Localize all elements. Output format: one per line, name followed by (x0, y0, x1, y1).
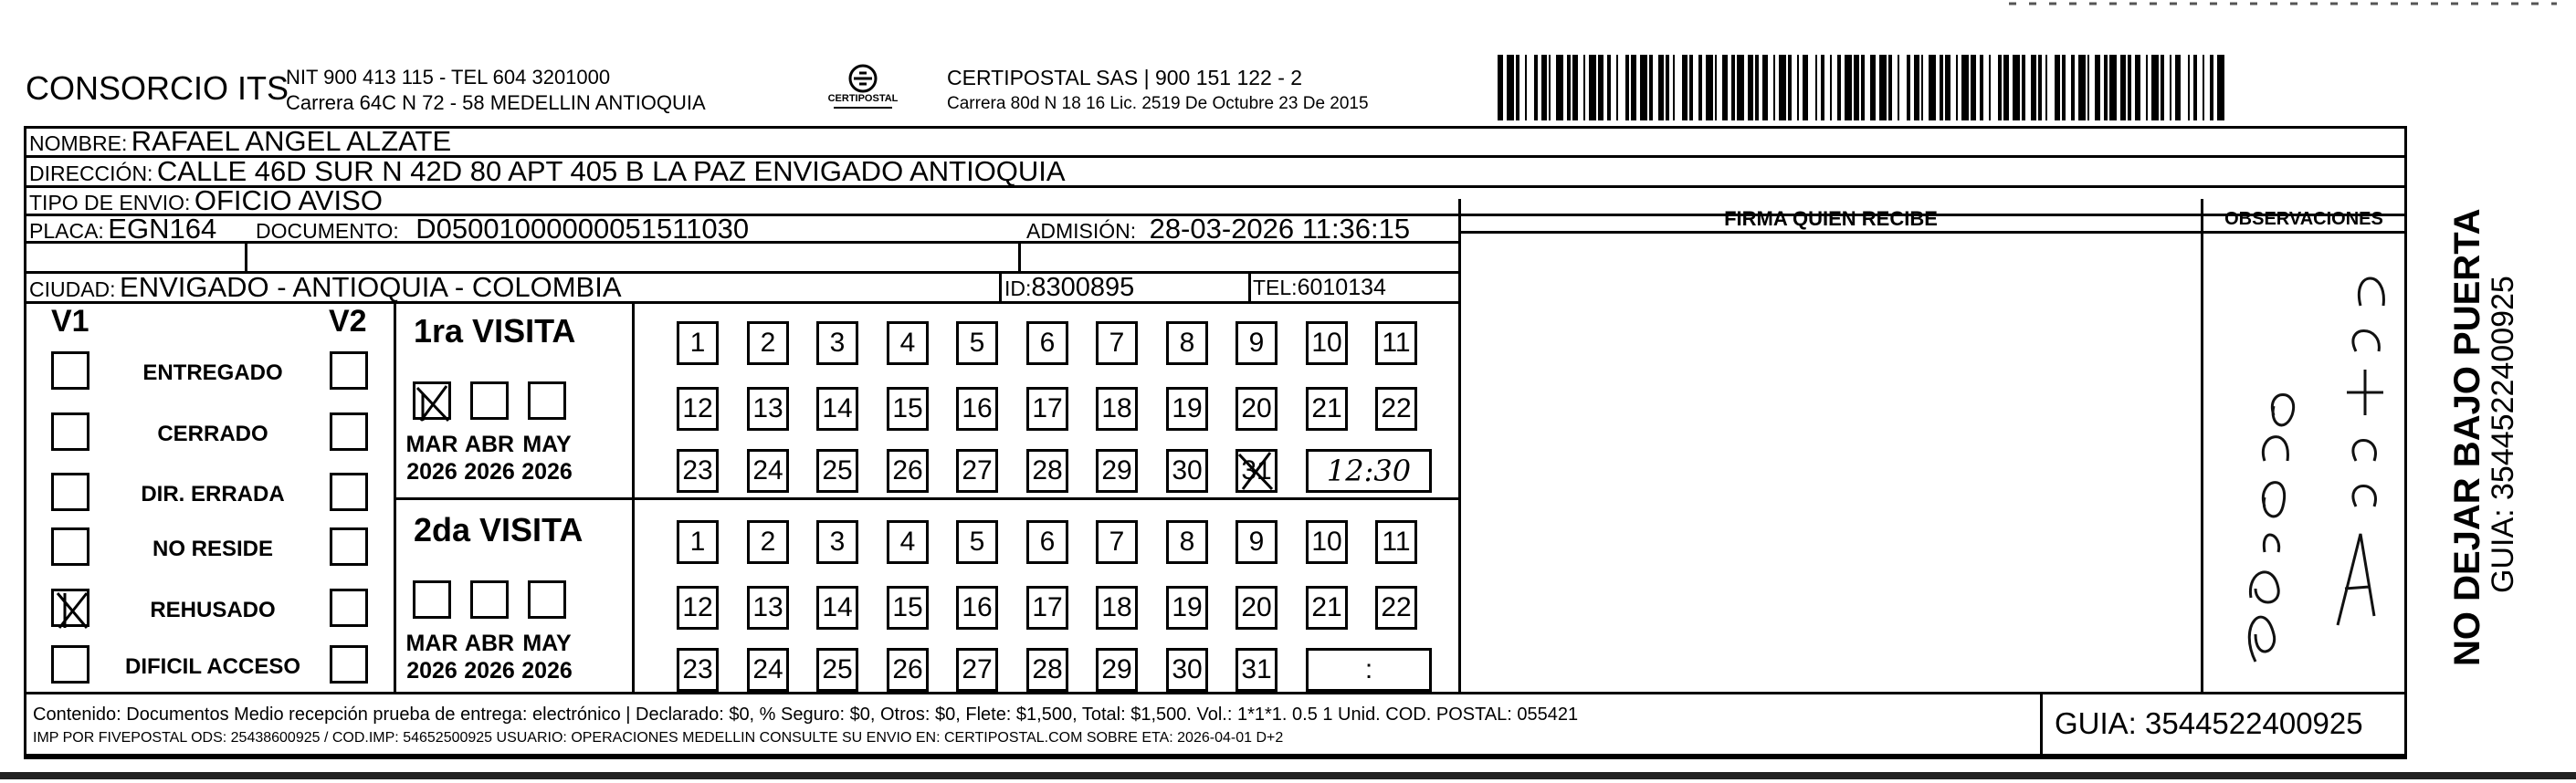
year-label: 2026 (464, 459, 515, 485)
v1-checkbox[interactable] (51, 527, 89, 566)
status-option-label: ENTREGADO (142, 360, 283, 385)
day-number: 17 (1032, 393, 1063, 423)
company-name: CONSORCIO ITS (26, 69, 289, 107)
v2-checkbox[interactable] (330, 527, 368, 566)
day-number: 22 (1381, 592, 1412, 622)
v2-checkbox[interactable] (330, 645, 368, 684)
v1-checkbox-checked[interactable] (51, 589, 89, 627)
month-label: ABR (464, 432, 515, 457)
day-number: 30 (1172, 654, 1203, 684)
day-number: 3 (829, 328, 846, 358)
day-number: 16 (962, 592, 993, 622)
year-label: 2026 (464, 658, 515, 684)
logo-text: CERTIPOSTAL (827, 93, 899, 104)
company-nit: NIT 900 413 115 - TEL 604 3201000 (286, 66, 611, 89)
id-label: ID: (1004, 277, 1032, 300)
day-number: 4 (899, 328, 916, 358)
day-box[interactable] (747, 449, 789, 493)
day-box[interactable] (747, 648, 789, 692)
status-option-label: CERRADO (157, 422, 268, 446)
month-checkbox[interactable] (528, 381, 566, 420)
day-number: 19 (1172, 393, 1203, 423)
placa-cell (29, 213, 217, 245)
month-checkbox[interactable] (528, 580, 566, 619)
footer-guia: GUIA: 3544522400925 (2055, 706, 2363, 740)
day-number: 15 (892, 592, 923, 622)
day-number: 29 (1101, 455, 1132, 485)
month-checkbox-checked[interactable] (413, 381, 451, 420)
day-number: 30 (1172, 455, 1203, 485)
day-box[interactable] (1026, 648, 1068, 692)
side-warning: NO DEJAR BAJO PUERTA (2447, 208, 2487, 666)
day-box[interactable] (816, 648, 858, 692)
placa-value: EGN164 (108, 213, 217, 245)
footer-imp: IMP POR FIVEPOSTAL ODS: 25438600925 / COD.IMP: 54652500925 USUARIO: OPERACIONES MEDELLIN CONSULTE SU ENVIO EN: CERTIPOSTAL.COM SOBRE ETA: 2026-04-01 D+2 (33, 730, 1284, 746)
day-number: 3 (829, 527, 846, 557)
day-number: 6 (1039, 328, 1056, 358)
v1-checkbox[interactable] (51, 473, 89, 511)
day-box[interactable] (816, 520, 858, 564)
day-box[interactable] (1375, 520, 1417, 564)
day-box[interactable] (956, 387, 998, 431)
day-box[interactable] (677, 586, 719, 630)
day-number: 10 (1311, 328, 1342, 358)
day-box[interactable] (1096, 648, 1138, 692)
v1-checkbox[interactable] (51, 645, 89, 684)
day-number: 2 (760, 328, 776, 358)
day-box[interactable] (887, 449, 929, 493)
v1-label: V1 (51, 304, 89, 339)
day-box[interactable] (1306, 321, 1348, 365)
direccion-value: CALLE 46D SUR N 42D 80 APT 405 B LA PAZ ENVIGADO ANTIOQUIA (156, 155, 1066, 187)
day-box[interactable] (1096, 449, 1138, 493)
month-checkbox[interactable] (413, 580, 451, 619)
barcode (1498, 55, 2228, 120)
day-box[interactable] (816, 387, 858, 431)
day-number: 27 (962, 654, 993, 684)
day-number: 12 (682, 592, 713, 622)
day-number: 29 (1101, 654, 1132, 684)
day-box[interactable] (1096, 520, 1138, 564)
day-number: 25 (822, 654, 853, 684)
day-number: 25 (822, 455, 853, 485)
v2-checkbox[interactable] (330, 351, 368, 390)
day-number: 24 (752, 654, 783, 684)
day-box[interactable] (1306, 586, 1348, 630)
day-number: 28 (1032, 654, 1063, 684)
day-number: 31 (1241, 455, 1272, 485)
visit-title: 2da VISITA (414, 511, 584, 548)
day-number: 18 (1101, 592, 1132, 622)
day-number: 22 (1381, 393, 1412, 423)
day-box[interactable] (1235, 648, 1277, 692)
day-box[interactable] (1096, 321, 1138, 365)
courier-address: Carrera 80d N 18 16 Lic. 2519 De Octubre 23 De 2015 (947, 94, 1369, 113)
day-box[interactable] (747, 520, 789, 564)
day-number: 13 (752, 592, 783, 622)
day-number: 14 (822, 393, 853, 423)
day-number: 2 (760, 527, 776, 557)
day-box[interactable] (956, 520, 998, 564)
day-box[interactable] (887, 586, 929, 630)
day-number: 20 (1241, 393, 1272, 423)
day-box[interactable] (1235, 586, 1277, 630)
direccion-label: DIRECCIÓN: (29, 162, 153, 185)
year-label: 2026 (406, 658, 457, 684)
day-cross-mark (1235, 449, 1277, 493)
day-box[interactable] (1026, 586, 1068, 630)
day-box[interactable] (887, 321, 929, 365)
month-label: MAY (522, 432, 572, 457)
time-value: : (1364, 654, 1373, 684)
day-number: 5 (969, 527, 985, 557)
day-box[interactable] (956, 321, 998, 365)
day-number: 31 (1241, 654, 1272, 684)
day-box[interactable] (816, 586, 858, 630)
certipostal-logo (826, 62, 899, 113)
ciudad-value: ENVIGADO - ANTIOQUIA - COLOMBIA (120, 271, 622, 303)
handwritten-note (2228, 233, 2402, 689)
day-box[interactable] (1026, 321, 1068, 365)
v2-checkbox[interactable] (330, 589, 368, 627)
day-number: 1 (689, 527, 706, 557)
day-box[interactable] (887, 387, 929, 431)
day-box[interactable] (677, 387, 719, 431)
day-box[interactable] (956, 586, 998, 630)
side-guia: GUIA: 3544522400925 (2486, 276, 2520, 593)
tipo-row (29, 186, 383, 214)
day-box[interactable] (1306, 387, 1348, 431)
month-label: MAR (405, 432, 458, 457)
admision-cell (1026, 213, 1411, 245)
footer-contenido: Contenido: Documentos Medio recepción prueba de entrega: electrónico | Declarado: $0, % Seguro: $0, Otros: $0, Flete: $1,500, Total: $1,500. Vol.: 1*1*1. 0.5 1 Unid. COD. POSTAL: 055421 (33, 705, 1579, 725)
month-label: MAR (405, 631, 458, 656)
day-box[interactable] (887, 648, 929, 692)
day-box[interactable] (887, 520, 929, 564)
documento-label: DOCUMENTO: (256, 219, 399, 243)
day-number: 12 (682, 393, 713, 423)
day-number: 8 (1179, 328, 1195, 358)
day-box[interactable] (1026, 449, 1068, 493)
day-number: 13 (752, 393, 783, 423)
nombre-value: RAFAEL ANGEL ALZATE (131, 125, 452, 157)
day-box[interactable] (1166, 648, 1208, 692)
day-number: 11 (1382, 328, 1411, 358)
month-checkbox[interactable] (470, 580, 509, 619)
status-option-label: NO RESIDE (152, 537, 274, 561)
day-box[interactable] (956, 449, 998, 493)
nombre-label: NOMBRE: (29, 131, 128, 155)
v1-checkbox[interactable] (51, 412, 89, 451)
day-box[interactable] (747, 586, 789, 630)
day-box[interactable] (816, 321, 858, 365)
ciudad-label: CIUDAD: (29, 277, 116, 301)
day-box[interactable] (1166, 586, 1208, 630)
day-box[interactable] (1166, 321, 1208, 365)
month-label: MAY (522, 631, 572, 656)
placa-label: PLACA: (29, 219, 104, 243)
visit-title: 1ra VISITA (414, 312, 576, 350)
day-number: 4 (899, 527, 916, 557)
courier-name: CERTIPOSTAL SAS | 900 151 122 - 2 (947, 66, 1303, 89)
day-box[interactable] (1375, 387, 1417, 431)
status-option-label: DIFICIL ACCESO (124, 654, 300, 679)
day-box[interactable] (1235, 520, 1277, 564)
tel-cell (1253, 272, 1386, 301)
tel-value: 6010134 (1297, 275, 1386, 300)
v1-checkbox[interactable] (51, 351, 89, 390)
admision-label: ADMISIÓN: (1026, 219, 1137, 243)
nombre-row (29, 126, 451, 155)
day-number: 28 (1032, 455, 1063, 485)
day-number: 6 (1039, 527, 1056, 557)
time-box[interactable] (1306, 648, 1432, 692)
status-option-label: DIR. ERRADA (141, 482, 285, 506)
day-number: 18 (1101, 393, 1132, 423)
day-number: 9 (1248, 527, 1265, 557)
day-box[interactable] (1166, 520, 1208, 564)
day-box[interactable] (677, 648, 719, 692)
v2-checkbox[interactable] (330, 412, 368, 451)
year-label: 2026 (521, 658, 573, 684)
day-box[interactable] (1166, 387, 1208, 431)
day-number: 23 (682, 654, 713, 684)
day-number: 10 (1311, 527, 1342, 557)
day-box[interactable] (1235, 387, 1277, 431)
day-box[interactable] (1375, 586, 1417, 630)
day-number: 20 (1241, 592, 1272, 622)
v2-label: V2 (329, 304, 367, 339)
day-box-marked[interactable] (1235, 449, 1277, 493)
v2-checkbox[interactable] (330, 473, 368, 511)
top-edge-marks (2009, 0, 2575, 15)
day-number: 19 (1172, 592, 1203, 622)
day-number: 26 (892, 455, 923, 485)
day-box[interactable] (747, 321, 789, 365)
tel-label: TEL: (1253, 276, 1298, 299)
day-number: 14 (822, 592, 853, 622)
month-label: ABR (464, 631, 515, 656)
day-box[interactable] (816, 449, 858, 493)
ciudad-cell (29, 272, 622, 301)
year-label: 2026 (406, 459, 457, 485)
day-number: 9 (1248, 328, 1265, 358)
day-number: 1 (689, 328, 706, 358)
day-box[interactable] (1166, 449, 1208, 493)
day-box[interactable] (1375, 321, 1417, 365)
day-number: 23 (682, 455, 713, 485)
day-box[interactable] (747, 387, 789, 431)
day-box[interactable] (677, 449, 719, 493)
day-number: 26 (892, 654, 923, 684)
year-label: 2026 (521, 459, 573, 485)
day-number: 27 (962, 455, 993, 485)
day-number: 7 (1109, 527, 1125, 557)
tipo-value: OFICIO AVISO (194, 184, 383, 216)
day-box[interactable] (1096, 387, 1138, 431)
documento-value: D05001000000051511030 (415, 213, 750, 245)
month-checkbox[interactable] (470, 381, 509, 420)
day-box[interactable] (1235, 321, 1277, 365)
day-number: 11 (1382, 527, 1411, 557)
day-number: 8 (1179, 527, 1195, 557)
day-number: 24 (752, 455, 783, 485)
admision-value: 28-03-2026 11:36:15 (1149, 213, 1411, 245)
day-box[interactable] (677, 321, 719, 365)
id-value: 8300895 (1031, 273, 1135, 302)
company-address: Carrera 64C N 72 - 58 MEDELLIN ANTIOQUIA (286, 91, 706, 114)
day-number: 7 (1109, 328, 1125, 358)
day-box[interactable] (1026, 520, 1068, 564)
id-cell (1004, 272, 1134, 301)
day-number: 16 (962, 393, 993, 423)
firma-label: FIRMA QUIEN RECIBE (1724, 207, 1938, 230)
time-box[interactable] (1306, 449, 1432, 493)
day-box[interactable] (1026, 387, 1068, 431)
day-box[interactable] (677, 520, 719, 564)
time-value: 12:30 (1326, 454, 1412, 488)
day-box[interactable] (956, 648, 998, 692)
day-number: 15 (892, 393, 923, 423)
day-number: 5 (969, 328, 985, 358)
status-option-label: REHUSADO (150, 598, 276, 622)
day-number: 17 (1032, 592, 1063, 622)
day-number: 21 (1311, 393, 1342, 423)
documento-cell (256, 213, 750, 245)
day-box[interactable] (1306, 520, 1348, 564)
day-box[interactable] (1096, 586, 1138, 630)
observaciones-label: OBSERVACIONES (2224, 209, 2383, 229)
day-number: 21 (1311, 592, 1342, 622)
tipo-label: TIPO DE ENVIO: (29, 191, 191, 214)
direccion-row (29, 156, 1066, 185)
